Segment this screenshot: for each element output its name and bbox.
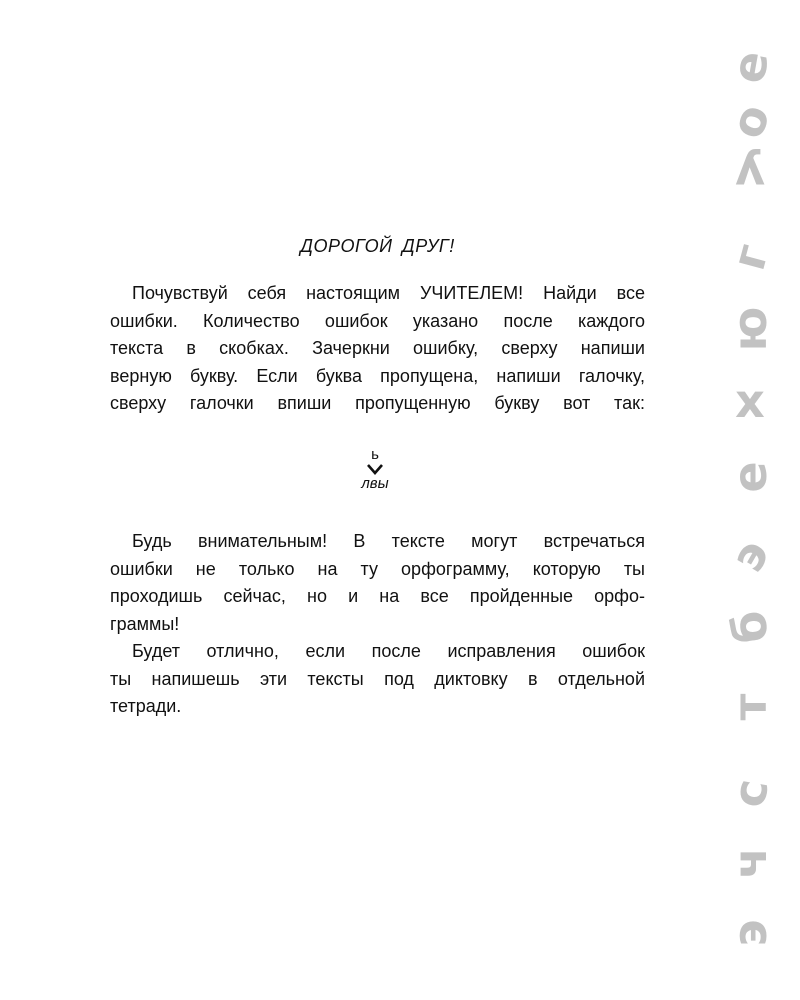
paragraph-line: Будь внимательным! В тексте могут встречаться	[132, 531, 645, 551]
paragraph-line: тетради.	[110, 696, 182, 716]
paragraph-line: верную букву. Если буква пропущена, напиши галочку,	[110, 365, 645, 386]
paragraph-line: сверху галочки впиши пропущенную букву вот так:	[110, 393, 645, 413]
paragraph-line: Почувствуй себя настоящим УЧИТЕЛЕМ! Найди все	[132, 283, 645, 303]
decorative-letter: т	[723, 693, 777, 721]
decorative-letter: у	[735, 148, 765, 202]
decorative-letter: е	[723, 461, 777, 493]
page-title: ДОРОГОЙ ДРУГ!	[300, 236, 455, 256]
paragraph-be-attentive	[110, 528, 645, 638]
paragraph-line: ошибки. Количество ошибок указано после каждого	[110, 310, 645, 331]
decorative-letter: э	[719, 529, 781, 581]
example-word: лвы	[361, 475, 389, 492]
paragraph-line: ошибки не только на ту орфограмму, которую ты	[110, 558, 645, 579]
paragraph-line: проходишь сейчас, но и на все пройденные орфо-	[110, 586, 645, 606]
decorative-letter: ю	[723, 306, 777, 352]
decorative-letter: г	[720, 238, 780, 276]
paragraph-line: Будет отлично, если после исправления ошибок	[132, 641, 645, 661]
decorative-letter: э	[723, 919, 777, 947]
caret-mark-icon	[365, 463, 385, 475]
decorative-letter: о	[719, 96, 781, 146]
decorative-letter: б	[721, 608, 779, 646]
paragraph-line: текста в скобках. Зачеркни ошибку, сверху напиши	[110, 338, 645, 358]
paragraph-instructions	[110, 280, 645, 418]
paragraph-line: ты напишешь эти тексты под диктовку в отдельной	[110, 668, 645, 689]
inserted-letter: ь	[371, 446, 379, 463]
decorative-letter-border	[700, 0, 800, 1000]
decorative-letter: с	[721, 774, 779, 812]
paragraph-dictation	[110, 638, 645, 721]
correction-example	[340, 447, 410, 493]
decorative-letter: е	[720, 46, 780, 88]
decorative-letter: х	[735, 374, 765, 428]
decorative-letter: ч	[723, 847, 777, 879]
paragraph-line: граммы!	[110, 613, 180, 634]
